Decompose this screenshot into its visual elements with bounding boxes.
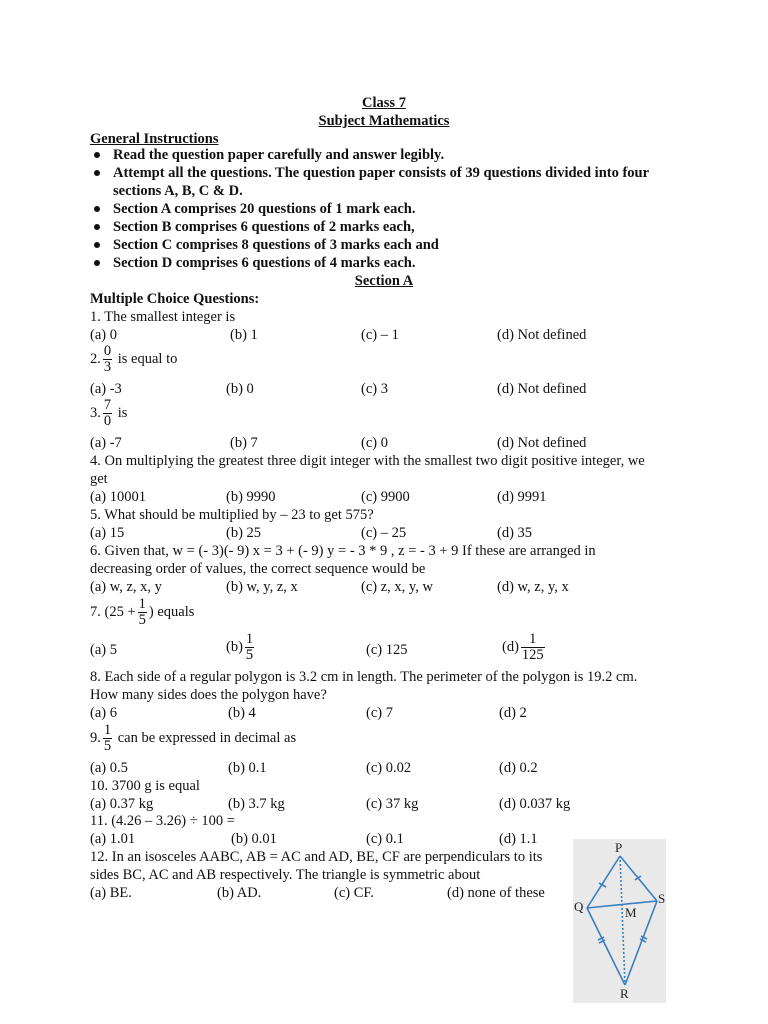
q12-option-a: (a) BE. bbox=[90, 885, 132, 901]
instructions-title: General Instructions bbox=[90, 131, 219, 147]
q7-option-b-fraction bbox=[245, 632, 254, 663]
q1-option-d: (d) Not defined bbox=[497, 327, 587, 343]
q7-numerator: 1 bbox=[138, 596, 146, 612]
q5-option-b: (b) 25 bbox=[226, 525, 262, 541]
instruction-item: Section D comprises 6 questions of 4 marks each. bbox=[113, 255, 416, 271]
vertex-label-p: P bbox=[615, 840, 623, 855]
q1-option-b: (b) 1 bbox=[230, 327, 258, 343]
section-title: Section A bbox=[354, 273, 414, 289]
bullet bbox=[94, 152, 100, 158]
class-title: Class 7 bbox=[362, 95, 406, 111]
q7-number: 7. (25 + bbox=[90, 603, 136, 620]
side-qr bbox=[587, 908, 625, 985]
vertex-label-m: M bbox=[625, 905, 637, 920]
bullet bbox=[94, 242, 100, 248]
q6-option-c: (c) z, x, y, w bbox=[361, 579, 433, 595]
question-1: 1. The smallest integer is bbox=[90, 309, 236, 325]
question-10: 10. 3700 g is equal bbox=[90, 778, 200, 794]
q7-text: ) equals bbox=[148, 603, 195, 620]
q3-text: is bbox=[117, 404, 128, 421]
q1-option-c: (c) – 1 bbox=[361, 327, 399, 343]
q1-option-a: (a) 0 bbox=[90, 327, 117, 343]
q3-denominator: 0 bbox=[103, 413, 112, 429]
q9-option-a: (a) 0.5 bbox=[90, 760, 128, 776]
bullet bbox=[94, 224, 100, 230]
q10-option-c: (c) 37 kg bbox=[366, 796, 419, 812]
q8-option-a: (a) 6 bbox=[90, 705, 117, 721]
q10-option-d: (d) 0.037 kg bbox=[499, 796, 571, 812]
q3-option-d: (d) Not defined bbox=[497, 435, 587, 451]
q9-option-d: (d) 0.2 bbox=[499, 760, 538, 776]
q9-option-b: (b) 0.1 bbox=[228, 760, 267, 776]
q8-option-d: (d) 2 bbox=[499, 705, 527, 721]
mcq-heading: Multiple Choice Questions: bbox=[90, 291, 260, 307]
q5-option-c: (c) – 25 bbox=[361, 525, 407, 541]
instruction-item: Read the question paper carefully and answer legibly. bbox=[113, 147, 445, 163]
question-5: 5. What should be multiplied by – 23 to get 575? bbox=[90, 507, 374, 523]
q7-option-d-fraction bbox=[521, 632, 545, 663]
q3-option-a: (a) -7 bbox=[90, 435, 122, 451]
q9-denominator: 5 bbox=[103, 738, 112, 754]
q3-numerator: 7 bbox=[103, 397, 112, 413]
bullet bbox=[94, 170, 100, 176]
q7-option-d-numerator: 1 bbox=[521, 632, 545, 648]
q7-option-c: (c) 125 bbox=[366, 642, 408, 658]
q2-option-b: (b) 0 bbox=[226, 381, 254, 397]
q3-option-c: (c) 0 bbox=[361, 435, 388, 451]
q7-option-d bbox=[502, 632, 547, 663]
q2-option-d: (d) Not defined bbox=[497, 381, 587, 397]
q7-option-d-label: (d) bbox=[502, 638, 519, 655]
instruction-item: sections A, B, C & D. bbox=[113, 183, 243, 199]
q11-option-a: (a) 1.01 bbox=[90, 831, 136, 847]
q10-option-b: (b) 3.7 kg bbox=[228, 796, 285, 812]
question-8-line2: How many sides does the polygon have? bbox=[90, 687, 327, 703]
question-12-line2: sides BC, AC and AB respectively. The triangle is symmetric about bbox=[90, 867, 481, 883]
question-2 bbox=[90, 344, 177, 375]
q7-option-b-numerator: 1 bbox=[245, 631, 254, 647]
q4-option-c: (c) 9900 bbox=[361, 489, 410, 505]
q7-option-a: (a) 5 bbox=[90, 642, 117, 658]
question-12-line1: 12. In an isosceles AABC, AB = AC and AD, BE, CF are perpendiculars to its bbox=[90, 849, 543, 865]
question-4-line2: get bbox=[90, 471, 108, 487]
question-3 bbox=[90, 398, 127, 429]
q8-option-c: (c) 7 bbox=[366, 705, 393, 721]
q3-fraction bbox=[103, 398, 112, 429]
instruction-item: Attempt all the questions. The question paper consists of 39 questions divided into four bbox=[113, 165, 650, 181]
q5-option-d: (d) 35 bbox=[497, 525, 533, 541]
q6-option-d: (d) w, z, y, x bbox=[497, 579, 569, 595]
question-4-line1: 4. On multiplying the greatest three digit integer with the smallest two digit positive integer, we bbox=[90, 453, 645, 469]
question-7 bbox=[90, 597, 194, 628]
q9-text: can be expressed in decimal as bbox=[117, 729, 297, 746]
q2-fraction bbox=[103, 344, 112, 375]
q12-option-c: (c) CF. bbox=[334, 885, 374, 901]
q12-option-b: (b) AD. bbox=[217, 885, 262, 901]
q7-option-b-denominator: 5 bbox=[245, 647, 254, 663]
q2-denominator: 3 bbox=[103, 359, 112, 375]
q6-option-a: (a) w, z, x, y bbox=[90, 579, 162, 595]
q2-numerator: 0 bbox=[103, 343, 112, 359]
q9-number: 9. bbox=[90, 729, 101, 746]
q7-denominator: 5 bbox=[138, 612, 146, 628]
instruction-item: Section A comprises 20 questions of 1 mark each. bbox=[113, 201, 416, 217]
q7-option-d-denominator: 125 bbox=[521, 647, 544, 663]
q9-option-c: (c) 0.02 bbox=[366, 760, 412, 776]
q2-number: 2. bbox=[90, 350, 101, 367]
q8-option-b: (b) 4 bbox=[228, 705, 256, 721]
q7-option-b-label: (b) bbox=[226, 638, 243, 655]
kite-figure bbox=[573, 839, 666, 1003]
q12-option-d: (d) none of these bbox=[447, 885, 545, 901]
question-6-line2: decreasing order of values, the correct sequence would be bbox=[90, 561, 426, 577]
q9-numerator: 1 bbox=[103, 722, 112, 738]
question-9 bbox=[90, 723, 296, 754]
vertex-label-s: S bbox=[658, 891, 666, 906]
vertex-label-r: R bbox=[620, 986, 629, 1001]
question-6-line1: 6. Given that, w = (- 3)(- 9) x = 3 + (- 9) y = - 3 * 9 , z = - 3 + 9 If these are arranged in bbox=[90, 543, 596, 559]
q11-option-d: (d) 1.1 bbox=[499, 831, 538, 847]
instruction-item: Section B comprises 6 questions of 2 marks each, bbox=[113, 219, 415, 235]
q3-option-b: (b) 7 bbox=[230, 435, 258, 451]
q9-fraction bbox=[103, 723, 112, 754]
bullet bbox=[94, 206, 100, 212]
instruction-item: Section C comprises 8 questions of 3 marks each and bbox=[113, 237, 439, 253]
bullet bbox=[94, 260, 100, 266]
question-8-line1: 8. Each side of a regular polygon is 3.2 cm in length. The perimeter of the polygon is 19.2 cm. bbox=[90, 669, 638, 685]
q2-option-a: (a) -3 bbox=[90, 381, 122, 397]
q4-option-b: (b) 9990 bbox=[226, 489, 276, 505]
q4-option-a: (a) 10001 bbox=[90, 489, 146, 505]
q11-option-b: (b) 0.01 bbox=[231, 831, 277, 847]
q11-option-c: (c) 0.1 bbox=[366, 831, 404, 847]
q2-option-c: (c) 3 bbox=[361, 381, 388, 397]
diagonal-pr bbox=[620, 856, 625, 985]
q3-number: 3. bbox=[90, 404, 101, 421]
q5-option-a: (a) 15 bbox=[90, 525, 125, 541]
q7-option-b bbox=[226, 632, 256, 663]
q2-text: is equal to bbox=[117, 350, 178, 367]
q6-option-b: (b) w, y, z, x bbox=[226, 579, 298, 595]
q10-option-a: (a) 0.37 kg bbox=[90, 796, 154, 812]
q7-fraction bbox=[138, 597, 147, 628]
subject-title: Subject Mathematics bbox=[318, 113, 450, 129]
question-11: 11. (4.26 – 3.26) ÷ 100 = bbox=[90, 813, 235, 829]
kite-lines bbox=[587, 856, 657, 985]
side-pq bbox=[587, 856, 620, 908]
q4-option-d: (d) 9991 bbox=[497, 489, 547, 505]
vertex-label-q: Q bbox=[574, 899, 584, 914]
